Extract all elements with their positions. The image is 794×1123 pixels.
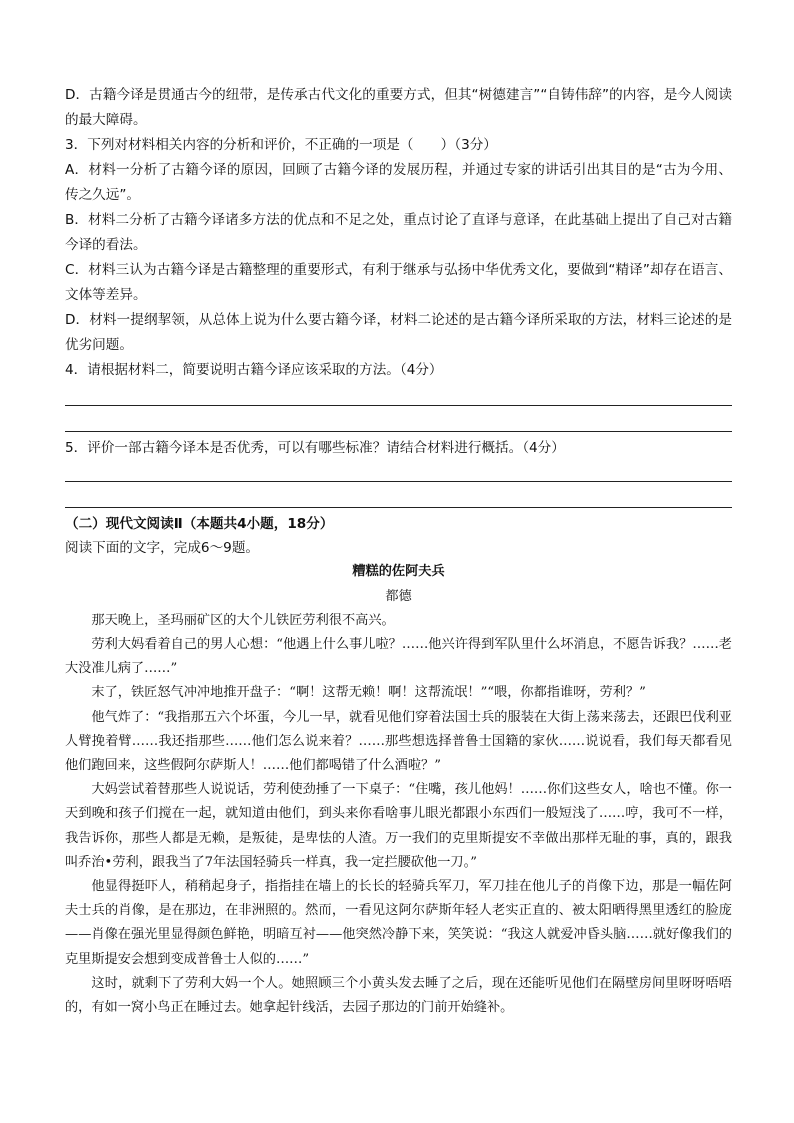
story-title: 糟糕的佐阿夫兵: [352, 564, 445, 580]
question-4: 4．请根据材料二，简要说明古籍今译应该采取的方法。（4分）: [65, 362, 443, 378]
questions-section: [65, 83, 732, 508]
question-3: 3．下列对材料相关内容的分析和评价，不正确的一项是（ ）（3分）: [65, 137, 497, 153]
question-5: 5．评价一部古籍今译本是否优秀，可以有哪些标准？请结合材料进行概括。（4分）: [65, 440, 565, 456]
question-3-option-a: A．材料一分析了古籍今译的原因，回顾了古籍今译的发展历程，并通过专家的讲话引出其目的是“古为今用、传之久远”。: [65, 162, 732, 203]
paragraph: 那天晚上，圣玛丽矿区的大个儿铁匠劳利很不高兴。: [91, 612, 395, 628]
reading-section: [65, 512, 732, 1020]
question-2-option-d: D．古籍今译是贯通古今的纽带，是传承古代文化的重要方式，但其“树德建言”“自铸伟辞”的内容，是今人阅读的最大障碍。: [65, 87, 732, 128]
section-instruction: 阅读下面的文字，完成6～9题。: [65, 540, 260, 557]
paragraph: 大妈尝试着替那些人说说话，劳利使劲捶了一下桌子：“住嘴，孩儿他妈！……你们这些女人，啥也不懂。你一天到晚和孩子们搅在一起，就知道由他们，到头来你看啥事儿眼光都跟小东西们一般短浅了……哼，我可不一样，我告诉你，那些人都是无赖，是叛徒，是卑怯的人渣。万一我们的克里斯提安不幸做出那样无耻的事，真的，跟我叫乔治•劳利，跟我当了7年法国轻骑兵一样真，我一定拦腰砍他一刀。”: [65, 782, 732, 870]
paragraph: 他显得挺吓人，稍稍起身子，指指挂在墙上的长长的轻骑兵军刀，军刀挂在他儿子的肖像下边，那是一幅佐阿夫士兵的肖像，是在那边，在非洲照的。然而，一看见这阿尔萨斯年轻人老实正直的、被太阳晒得黑里透红的脸庞——肖像在强光里显得颜色鲜艳，明暗互衬——他突然冷静下来，笑笑说：“我这人就爱冲昏头脑……就好像我们的克里斯提安会想到变成普鲁士人似的……”: [65, 879, 732, 967]
paragraph: 末了，铁匠怒气冲冲地推开盘子：“啊！这帮无赖！啊！这帮流氓！”“喂，你都指谁呀，劳利？”: [91, 685, 646, 701]
question-3-option-c: C．材料三认为古籍今译是古籍整理的重要形式，有利于继承与弘扬中华优秀文化，要做到“精译”却存在语言、文体等差异。: [65, 262, 732, 303]
section-heading: （二）现代文阅读Ⅱ（本题共4小题，18分）: [65, 516, 334, 532]
paragraph: 他气炸了：“我指那五六个坏蛋，今儿一早，就看见他们穿着法国士兵的服装在大街上荡来荡去，还跟巴伐利亚人臂挽着臂……我还指那些……他们怎么说来着？……那些想选择普鲁士国籍的家伙……说说看，我们每天都看见他们跑回来，这些假阿尔萨斯人！……他们都喝错了什么酒啦？”: [65, 709, 732, 774]
paragraph: 这时，就剩下了劳利大妈一个人。她照顾三个小黄头发去睡了之后，现在还能听见他们在隔壁房间里呀呀唔唔的，有如一窝小鸟正在睡过去。她拿起针线活，去园子那边的门前开始缝补。: [65, 975, 732, 1016]
question-3-option-d: D．材料一提纲挈领，从总体上说为什么要古籍今译，材料二论述的是古籍今译所采取的方法，材料三论述的是优劣问题。: [65, 312, 732, 353]
paragraph: 劳利大妈看着自己的男人心想：“他遇上什么事儿啦？……他兴许得到军队里什么坏消息，不愿告诉我？……老大没准儿病了……”: [65, 637, 732, 677]
question-3-option-b: B．材料二分析了古籍今译诸多方法的优点和不足之处，重点讨论了直译与意译，在此基础上提出了自己对古籍今译的看法。: [65, 212, 732, 253]
answer-line: [65, 507, 732, 508]
story-author: 都德: [385, 588, 412, 604]
